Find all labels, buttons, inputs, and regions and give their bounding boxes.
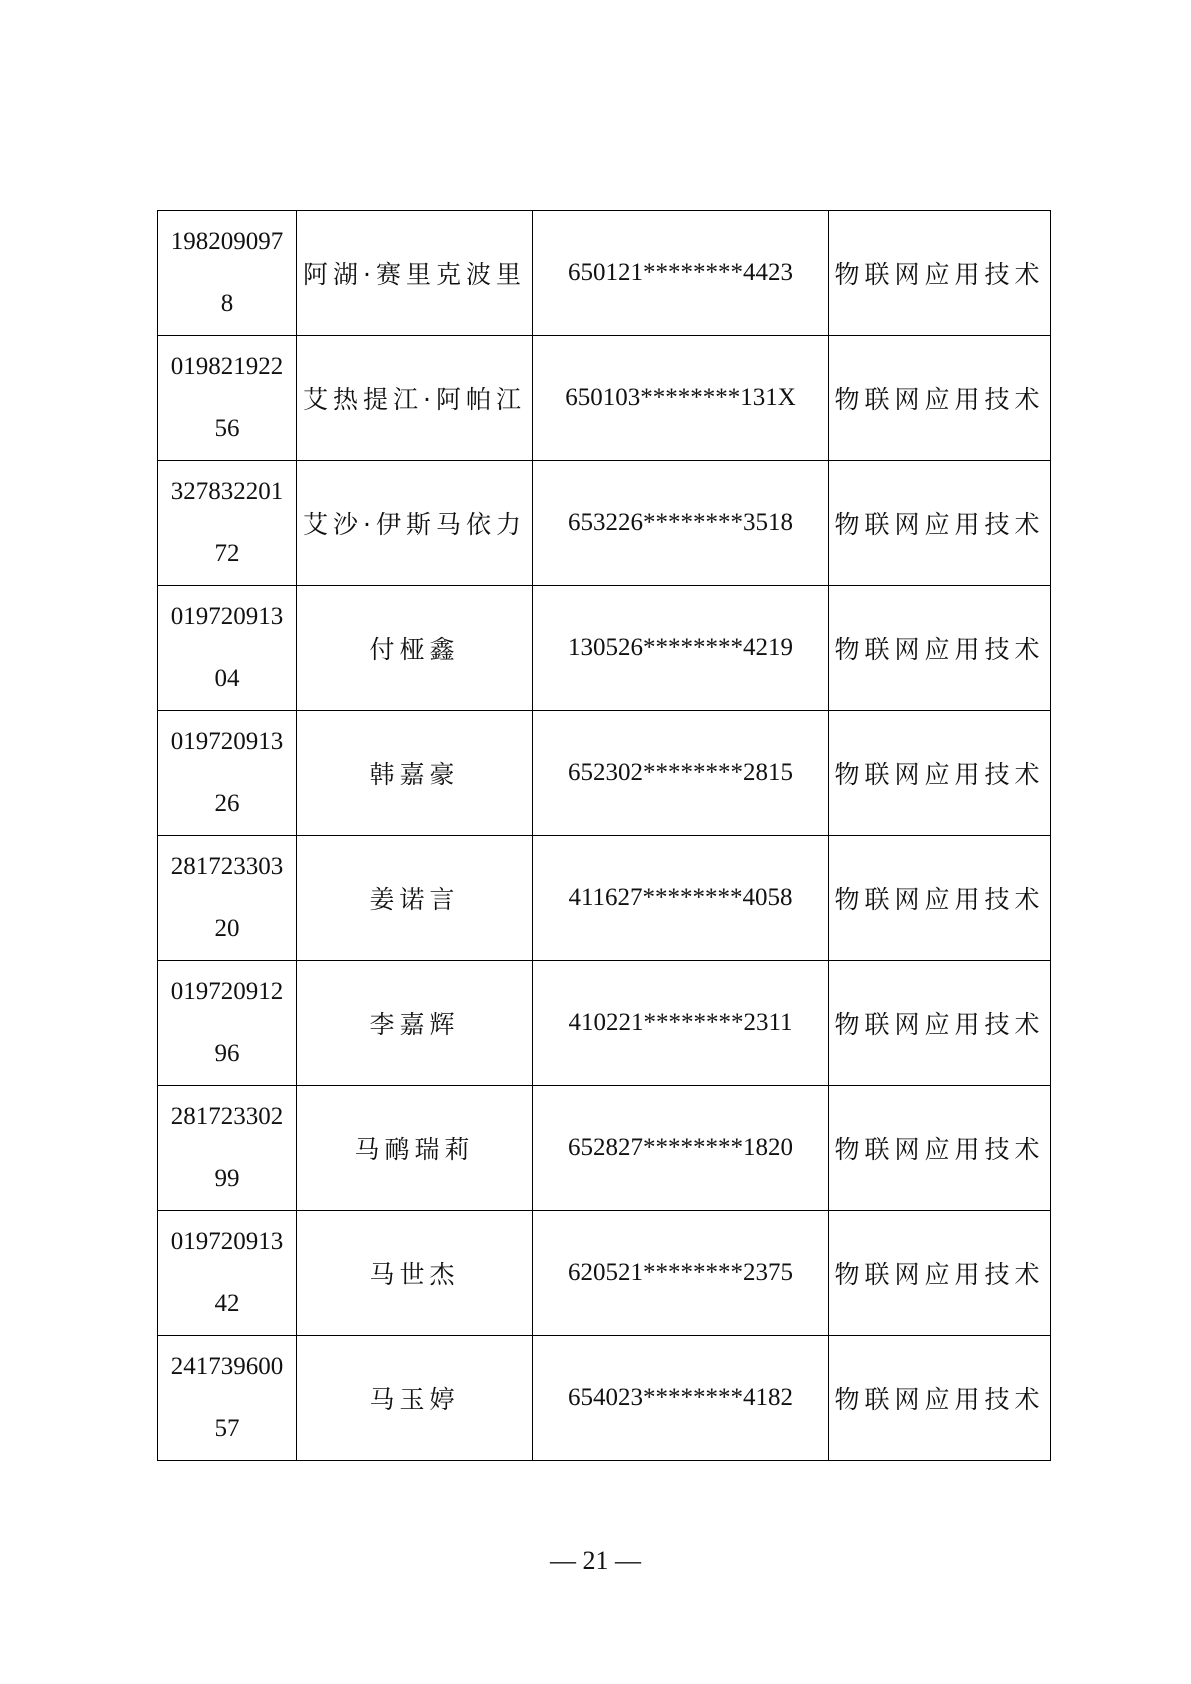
major: 物联网应用技术 bbox=[834, 635, 1045, 664]
exam-id: 28172330299 bbox=[170, 1103, 284, 1192]
major: 物联网应用技术 bbox=[834, 260, 1045, 289]
name-cell bbox=[297, 836, 533, 961]
student-name: 马鸸瑞莉 bbox=[354, 1135, 475, 1164]
table-row bbox=[158, 836, 1051, 961]
id-card-number: 652827********1820 bbox=[568, 1134, 793, 1161]
id-card-number: 652302********2815 bbox=[568, 759, 793, 786]
exam-id: 01972091326 bbox=[170, 728, 284, 817]
student-name: 马世杰 bbox=[369, 1260, 460, 1289]
student-name: 艾沙·伊斯马依力 bbox=[303, 510, 526, 539]
major-cell bbox=[829, 1336, 1051, 1461]
id-card-cell bbox=[533, 211, 829, 336]
exam-id: 24173960057 bbox=[170, 1353, 284, 1442]
id-card-number: 654023********4182 bbox=[568, 1384, 793, 1411]
exam-id: 01972091296 bbox=[170, 978, 284, 1067]
name-cell bbox=[297, 1086, 533, 1211]
id-card-cell bbox=[533, 1336, 829, 1461]
exam-id: 32783220172 bbox=[170, 478, 284, 567]
student-name: 姜诺言 bbox=[369, 885, 460, 914]
major: 物联网应用技术 bbox=[834, 385, 1045, 414]
major-cell bbox=[829, 961, 1051, 1086]
page-number: — 21 — bbox=[550, 1546, 641, 1575]
exam-id: 01982192256 bbox=[170, 353, 284, 442]
major: 物联网应用技术 bbox=[834, 1260, 1045, 1289]
exam-id: 1982090978 bbox=[170, 228, 284, 317]
table-row bbox=[158, 336, 1051, 461]
major: 物联网应用技术 bbox=[834, 885, 1045, 914]
exam-id-cell bbox=[158, 461, 297, 586]
id-card-cell bbox=[533, 586, 829, 711]
table-row bbox=[158, 961, 1051, 1086]
exam-id: 01972091304 bbox=[170, 603, 284, 692]
exam-id-cell bbox=[158, 961, 297, 1086]
major-cell bbox=[829, 211, 1051, 336]
major: 物联网应用技术 bbox=[834, 1010, 1045, 1039]
table-row bbox=[158, 711, 1051, 836]
name-cell bbox=[297, 336, 533, 461]
major-cell bbox=[829, 1086, 1051, 1211]
name-cell bbox=[297, 1336, 533, 1461]
name-cell bbox=[297, 711, 533, 836]
id-card-cell bbox=[533, 1211, 829, 1336]
exam-id-cell bbox=[158, 711, 297, 836]
id-card-number: 411627********4058 bbox=[568, 884, 793, 911]
name-cell bbox=[297, 1211, 533, 1336]
exam-id-cell bbox=[158, 211, 297, 336]
exam-id-cell bbox=[158, 836, 297, 961]
id-card-number: 410221********2311 bbox=[568, 1009, 793, 1036]
id-card-cell bbox=[533, 836, 829, 961]
student-name: 马玉婷 bbox=[369, 1385, 460, 1414]
exam-id-cell bbox=[158, 1211, 297, 1336]
id-card-number: 130526********4219 bbox=[568, 634, 793, 661]
major-cell bbox=[829, 1211, 1051, 1336]
exam-id-cell bbox=[158, 1336, 297, 1461]
major: 物联网应用技术 bbox=[834, 1385, 1045, 1414]
student-name: 李嘉辉 bbox=[369, 1010, 460, 1039]
student-name: 艾热提江·阿帕江 bbox=[303, 385, 526, 414]
id-card-number: 620521********2375 bbox=[568, 1259, 793, 1286]
name-cell bbox=[297, 211, 533, 336]
major-cell bbox=[829, 461, 1051, 586]
id-card-cell bbox=[533, 461, 829, 586]
student-roster-table bbox=[157, 210, 1051, 1461]
table-row bbox=[158, 586, 1051, 711]
id-card-number: 653226********3518 bbox=[568, 509, 793, 536]
major-cell bbox=[829, 836, 1051, 961]
major-cell bbox=[829, 711, 1051, 836]
table-row bbox=[158, 211, 1051, 336]
major-cell bbox=[829, 586, 1051, 711]
student-name: 韩嘉豪 bbox=[369, 760, 460, 789]
table-row bbox=[158, 1336, 1051, 1461]
table-row bbox=[158, 461, 1051, 586]
exam-id: 01972091342 bbox=[170, 1228, 284, 1317]
major: 物联网应用技术 bbox=[834, 760, 1045, 789]
id-card-number: 650121********4423 bbox=[568, 259, 793, 286]
major: 物联网应用技术 bbox=[834, 510, 1045, 539]
exam-id-cell bbox=[158, 336, 297, 461]
student-name: 付桠鑫 bbox=[369, 635, 460, 664]
id-card-cell bbox=[533, 711, 829, 836]
major: 物联网应用技术 bbox=[834, 1135, 1045, 1164]
id-card-cell bbox=[533, 1086, 829, 1211]
major-cell bbox=[829, 336, 1051, 461]
name-cell bbox=[297, 461, 533, 586]
student-name: 阿湖·赛里克波里 bbox=[303, 260, 526, 289]
id-card-number: 650103********131X bbox=[565, 384, 796, 411]
table-row bbox=[158, 1086, 1051, 1211]
id-card-cell bbox=[533, 961, 829, 1086]
name-cell bbox=[297, 961, 533, 1086]
exam-id-cell bbox=[158, 1086, 297, 1211]
table-row bbox=[158, 1211, 1051, 1336]
exam-id: 28172330320 bbox=[170, 853, 284, 942]
exam-id-cell bbox=[158, 586, 297, 711]
id-card-cell bbox=[533, 336, 829, 461]
name-cell bbox=[297, 586, 533, 711]
roster-body bbox=[158, 211, 1051, 1461]
